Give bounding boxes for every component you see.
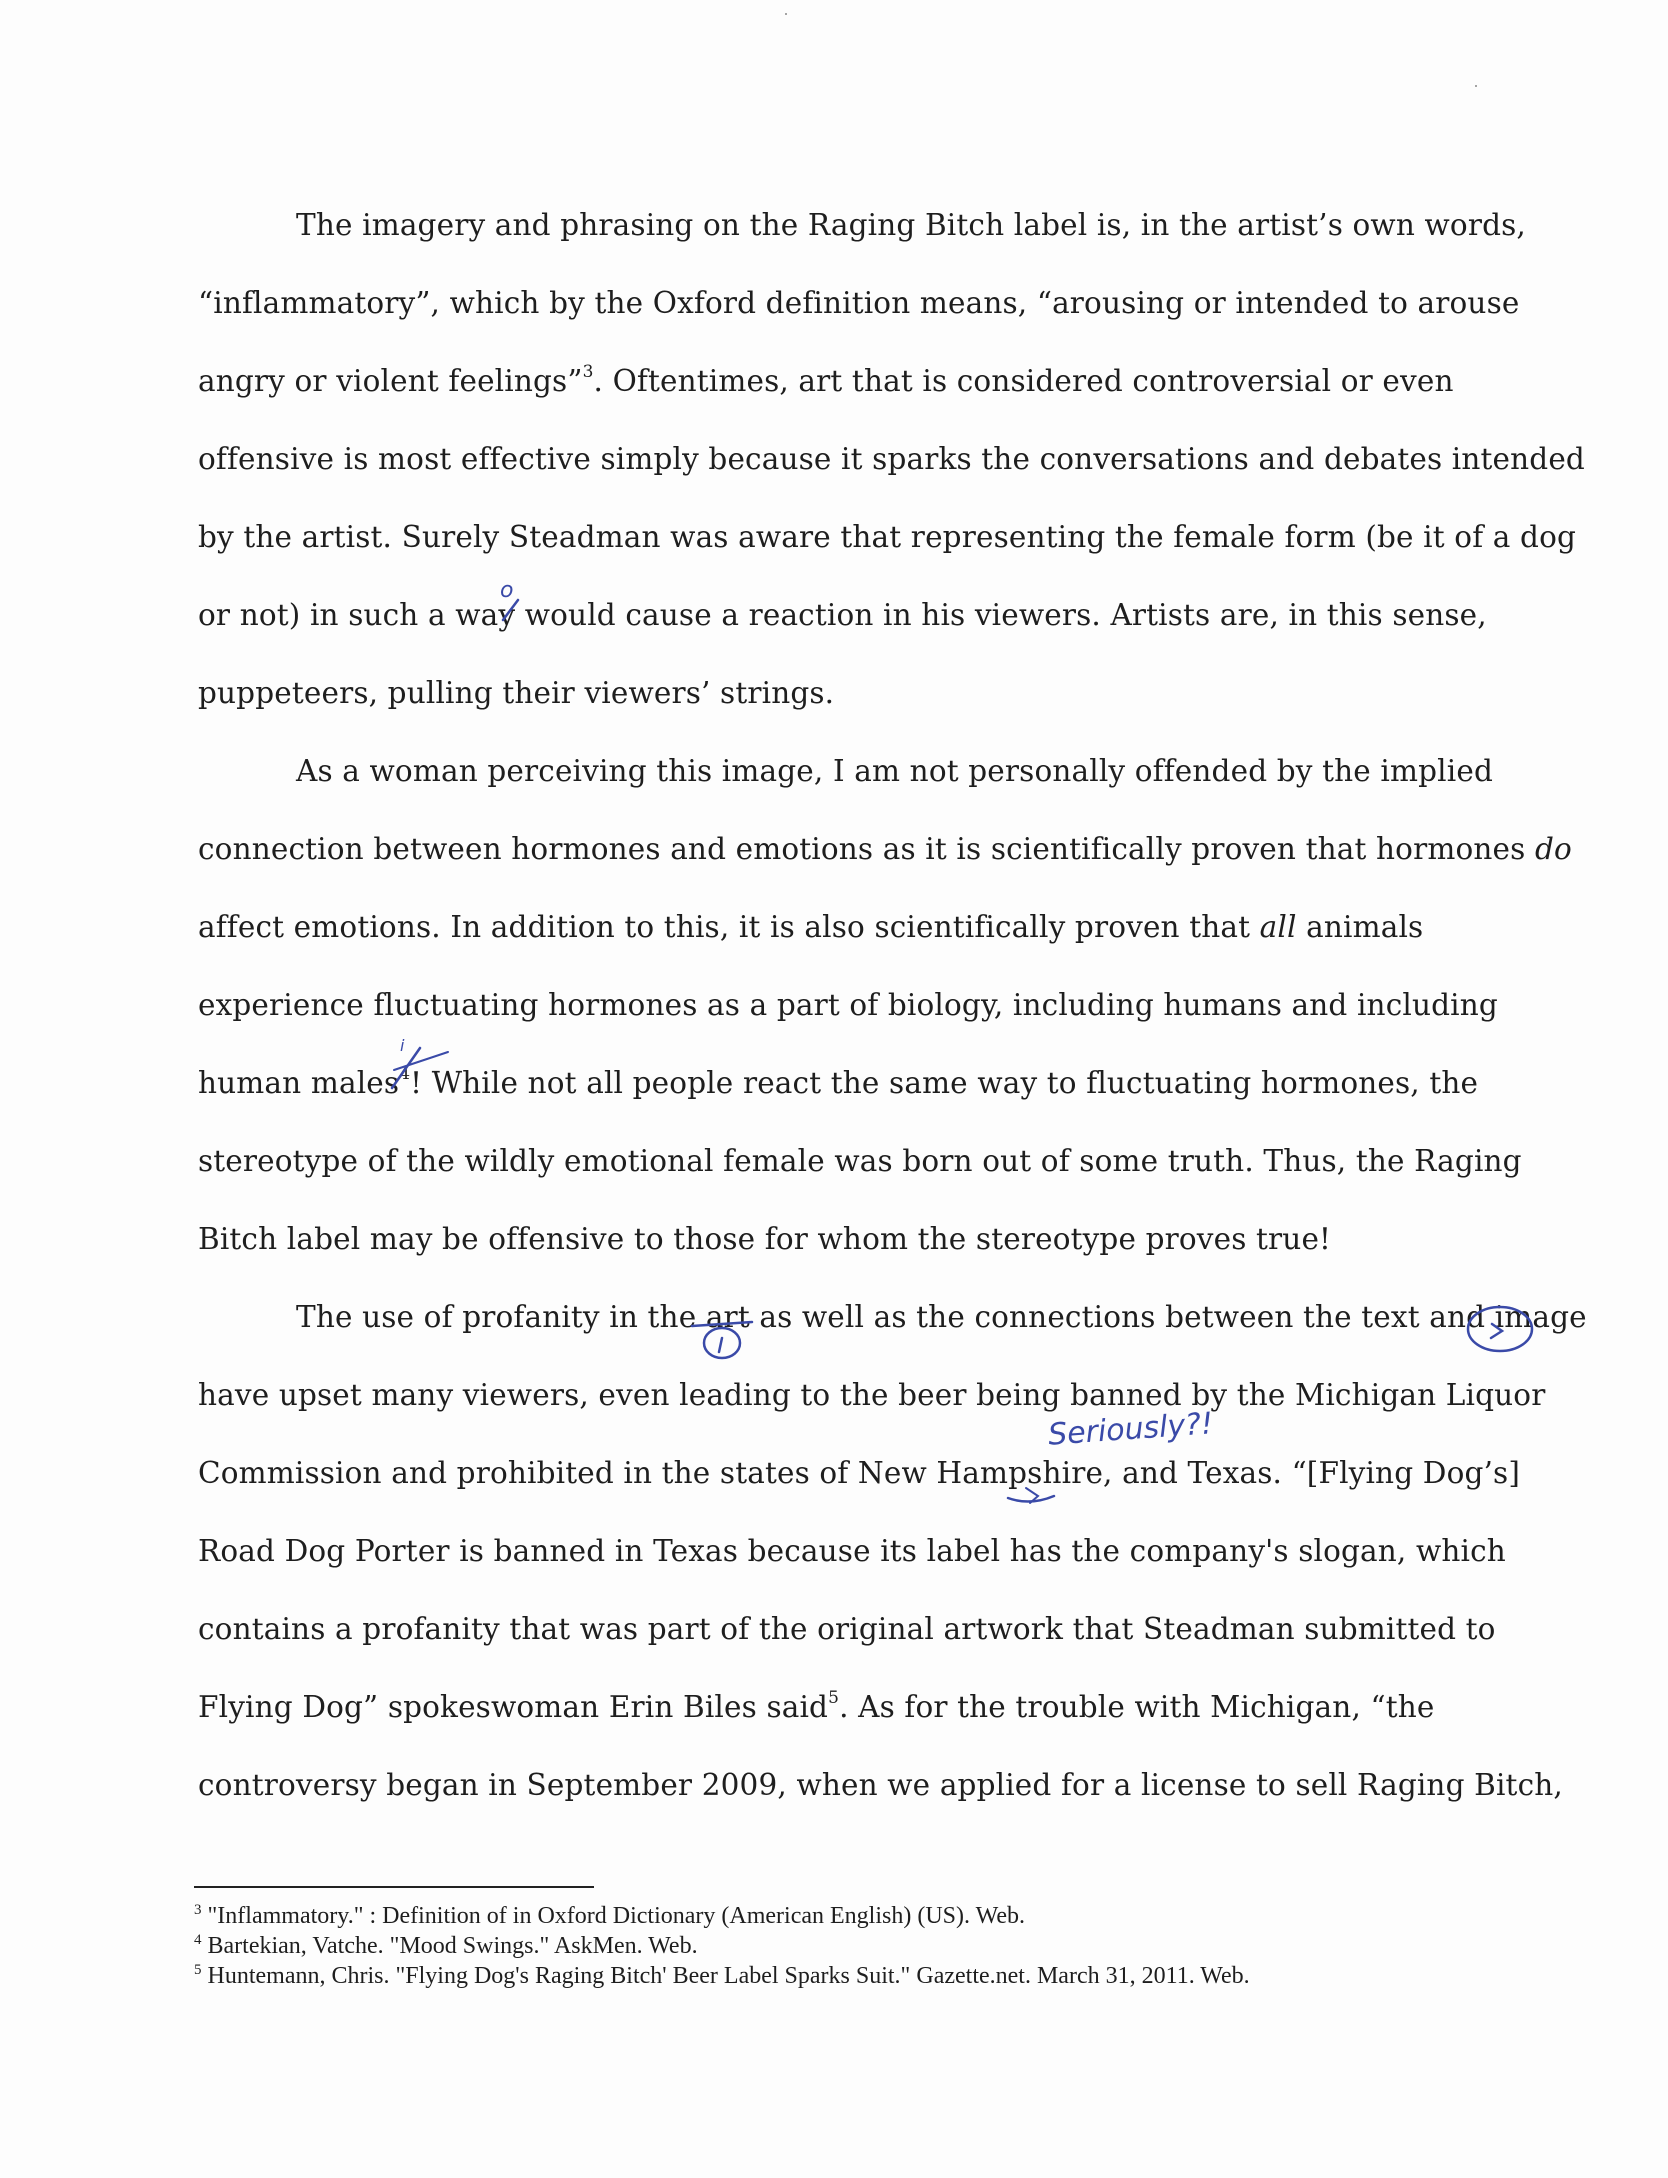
p1-line-1: The imagery and phrasing on the Raging Bitch label is, in the artist’s own words, (296, 208, 1526, 242)
p1-line-4: offensive is most effective simply because it sparks the conversations and debates intended (198, 442, 1585, 476)
p1-line-3-text-b: . Oftentimes, art that is considered controversial or even (593, 364, 1454, 398)
scan-speck-2 (1475, 85, 1477, 87)
p2-line-3-emphasis: all (1259, 910, 1297, 944)
p1-line-2: “inflammatory”, which by the Oxford definition means, “arousing or intended to arouse (198, 286, 1520, 320)
p1-line-6: or not) in such a way would cause a reaction in his viewers. Artists are, in this sense, (198, 598, 1487, 632)
p2-line-7: Bitch label may be offensive to those for whom the stereotype proves true! (198, 1222, 1332, 1256)
p2-line-1: As a woman perceiving this image, I am not personally offended by the implied (296, 754, 1493, 788)
footnote-separator (194, 1886, 594, 1888)
p3-line-6-text-b: . As for the trouble with Michigan, “the (839, 1690, 1435, 1724)
strike-mark-would (503, 600, 518, 620)
comma-mark-image (1491, 1324, 1502, 1338)
p3-line-1: The use of profanity in the art as well as the connections between the text and image (296, 1300, 1587, 1334)
p2-line-2-text: connection between hormones and emotions as it is scientifically proven that hormones (198, 832, 1535, 866)
p1-line-3-text-a: angry or violent feelings” (198, 364, 583, 398)
footnote-3-text: "Inflammatory." : Definition of in Oxford Dictionary (American English) (US). Web. (201, 1903, 1025, 1929)
footnote-3-number: 3 (194, 1902, 202, 1918)
p3-line-6-text-a: Flying Dog” spokeswoman Erin Biles said (198, 1690, 829, 1724)
handwritten-correction-i: i (400, 1036, 405, 1055)
p2-line-3-text-a: affect emotions. In addition to this, it is also scientifically proven that (198, 910, 1260, 944)
handwritten-note-seriously: Seriously?! (1046, 1406, 1215, 1453)
p2-line-4: experience fluctuating hormones as a part of biology, including humans and including (198, 988, 1498, 1022)
p3-line-5: contains a profanity that was part of the original artwork that Steadman submitted to (198, 1612, 1496, 1646)
p3-line-3: Commission and prohibited in the states of New Hampshire, and Texas. “[Flying Dog’s] (198, 1456, 1520, 1490)
p3-line-2: have upset many viewers, even leading to the beer being banned by the Michigan Liquor (198, 1378, 1546, 1412)
p3-line-4: Road Dog Porter is banned in Texas because its label has the company's slogan, which (198, 1534, 1506, 1568)
footnote-ref-5: 5 (828, 1688, 840, 1708)
p2-line-5-text-b: ! While not all people react the same way to fluctuating hormones, the (410, 1066, 1479, 1100)
p2-line-2-emphasis: do (1534, 832, 1572, 866)
strike-mark-males (392, 1048, 420, 1088)
footnote-3 (194, 1901, 1524, 1931)
comma-mark-art (719, 1338, 722, 1352)
p1-line-7: puppeteers, pulling their viewers’ strings. (198, 676, 835, 710)
strike-mark-art (692, 1322, 752, 1326)
p3-line-7: controversy began in September 2009, when we applied for a license to sell Raging Bitch, (198, 1768, 1563, 1802)
footnote-ref-3: 3 (582, 362, 594, 382)
footnote-ref-4: 4 (399, 1064, 411, 1084)
footnote-5-number: 5 (194, 1962, 202, 1978)
p2-line-3-text-b: animals (1296, 910, 1424, 944)
footnote-4-text: Bartekian, Vatche. "Mood Swings." AskMen. Web. (201, 1933, 698, 1959)
footnote-4 (194, 1931, 1524, 1961)
footnote-5-text: Huntemann, Chris. "Flying Dog's Raging Bitch' Beer Label Sparks Suit." Gazette.net. March 31, 2011. Web. (201, 1963, 1250, 1989)
strike-mark-males-2 (394, 1052, 448, 1070)
footnote-4-number: 4 (194, 1932, 202, 1948)
insert-mark-hampshire (1008, 1496, 1054, 1502)
handwritten-correction-o: o (500, 578, 514, 603)
footnote-5 (194, 1961, 1524, 1991)
p1-line-5: by the artist. Surely Steadman was aware that representing the female form (be it of a dog (198, 520, 1577, 554)
scan-speck (785, 13, 787, 15)
p2-line-5-text-a: human males (198, 1066, 400, 1100)
p2-line-6: stereotype of the wildly emotional female was born out of some truth. Thus, the Raging (198, 1144, 1522, 1178)
